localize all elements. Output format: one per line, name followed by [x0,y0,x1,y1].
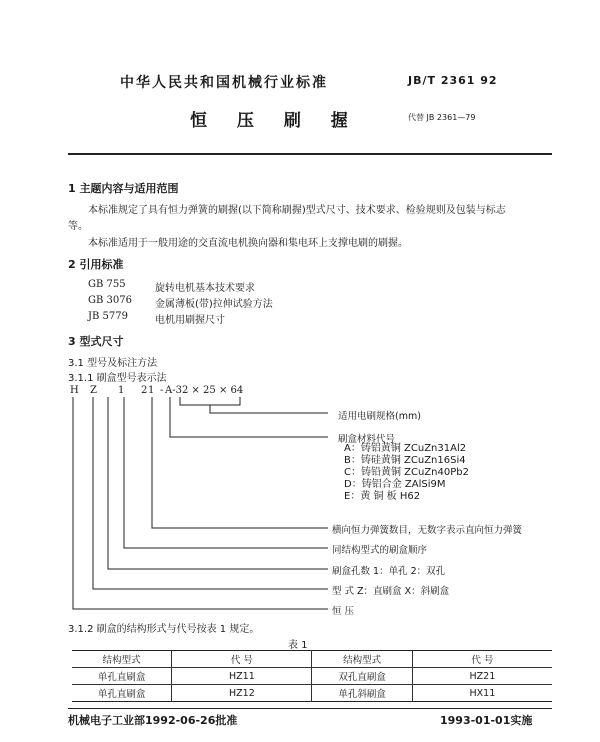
table-caption: 表 1 [288,640,308,651]
replaces-note: 代替 JB 2361—79 [408,113,476,122]
leader-size-stem [210,405,328,413]
section-1-para-2: 本标准适用于一般用途的交直流电机换向器和集电环上支撑电刷的刷握。 [88,238,408,249]
model-char-z: Z [90,385,97,396]
leader-size [180,397,240,405]
leader-order [124,397,328,548]
table-cell: HZ12 [172,685,312,702]
legend-material: E：黄 铜 板 H62 [344,491,421,502]
model-char-order: 2 [141,385,148,396]
table-cell: 单孔直刷盒 [72,668,172,685]
legend-material: A：铸铝黄铜 ZCuZn31Al2 [344,443,467,454]
table-cell: HZ21 [412,668,552,685]
table-row [72,668,552,685]
legend-material-title: 刷盒材料代号 [338,434,396,445]
section-3-heading: 3 型式尺寸 [68,335,124,348]
ref-title: 金属薄板(带)拉伸试验方法 [155,299,273,310]
table-cell: HZ11 [172,668,312,685]
model-char-material-size: A-32 × 25 × 64 [165,385,244,396]
table-cell: 单孔斜刷盒 [312,685,412,702]
legend-spring: 横向恒力弹簧数目，无数字表示直向恒力弹簧 [332,525,523,536]
leader-material [170,397,328,437]
standard-org-title: 中华人民共和国机械行业标准 [120,75,328,91]
ref-code: GB 3076 [88,295,132,306]
legend-holes: 刷盒孔数 1：单孔 2：双孔 [332,566,446,577]
leader-spring [152,397,328,528]
leader-holes [108,397,328,569]
legend-material: C：铸铅黄铜 ZCuZn40Pb2 [344,467,469,478]
footer-rule [68,708,552,709]
model-char-holes: 1 [118,385,125,396]
legend-type: 型 式 Z：直刷盒 X：斜刷盒 [332,586,450,597]
leader-type [93,397,328,589]
section-1-heading: 1 主题内容与适用范围 [68,182,179,195]
table-header-cell: 结构型式 [312,651,412,668]
table-cell: 双孔直刷盒 [312,668,412,685]
table-row [72,685,552,702]
legend-material: D：铸铝合金 ZAlSi9M [344,479,446,490]
table-cell: 单孔直刷盒 [72,685,172,702]
ref-code: JB 5779 [88,311,128,322]
subsection-3-1-2: 3.1.2 刷盒的结构形式与代号按表 1 规定。 [68,624,260,635]
effective-date: 1993-01-01实施 [440,714,533,727]
model-char-spring: 1 [148,385,155,396]
table-cell: HX11 [412,685,552,702]
section-2-heading: 2 引用标准 [68,258,124,271]
document-title: 恒 压 刷 握 [190,111,360,131]
ref-title: 电机用刷握尺寸 [155,315,225,326]
section-1-para-1-cont: 等。 [68,221,88,232]
ref-code: GB 755 [88,279,126,290]
leader-press [73,397,328,609]
model-char-dash: - [160,385,164,396]
table-header-row [72,651,552,668]
ref-title: 旋转电机基本技术要求 [155,283,255,294]
legend-size: 适用电刷规格(mm) [338,411,421,422]
subsection-3-1-1: 3.1.1 刷盒型号表示法 [68,373,167,384]
subsection-3-1: 3.1 型号及标注方法 [68,358,158,369]
table-header-cell: 代 号 [172,651,312,668]
table-header-cell: 代 号 [412,651,552,668]
table-1 [72,650,552,702]
section-1-para-1: 本标准规定了具有恒力弹簧的刷握(以下简称刷握)型式尺寸、技术要求、检验规则及包装与标志 [88,205,506,216]
legend-material: B：铸硅黄铜 ZCuZn16Si4 [344,455,466,466]
model-char-h: H [70,385,79,396]
standard-number: JB/T 2361 92 [408,74,498,87]
approval-note: 机械电子工业部1992-06-26批准 [68,714,238,727]
legend-press: 恒 压 [332,606,355,617]
legend-order: 同结构型式的刷盒顺序 [332,545,428,556]
table-header-cell: 结构型式 [72,651,172,668]
